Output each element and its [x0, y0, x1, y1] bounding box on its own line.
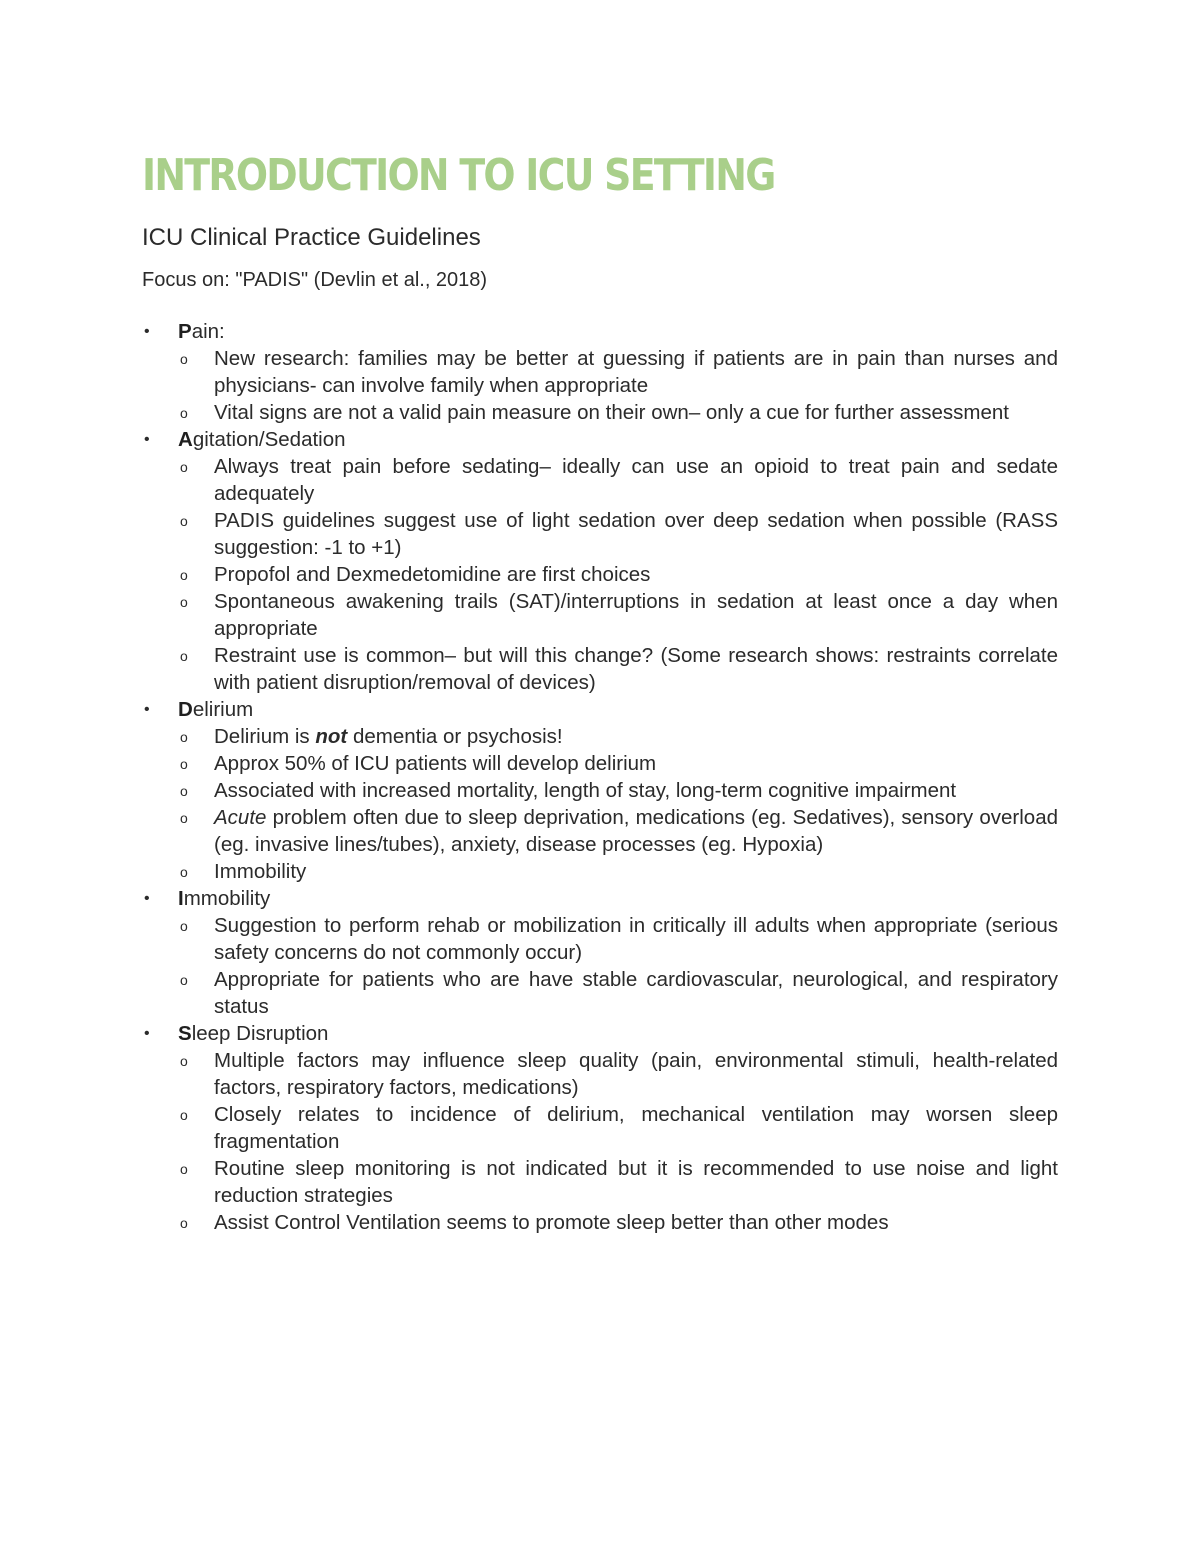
- circle-bullet-icon: o: [180, 1107, 188, 1123]
- point-text: Associated with increased mortality, length of stay, long-term cognitive impairment: [214, 779, 957, 802]
- circle-bullet-icon: o: [180, 810, 188, 826]
- point-text: Assist Control Ventilation seems to promote sleep better than other modes: [214, 1211, 889, 1234]
- document-page: [142, 148, 1058, 1236]
- topic-label: mmobility: [183, 887, 271, 910]
- topic-label: leep Disruption: [191, 1022, 329, 1045]
- topic-initial: P: [178, 320, 192, 343]
- topic-list: [142, 318, 1058, 1236]
- point-item: [178, 1155, 1058, 1209]
- circle-bullet-icon: o: [180, 648, 188, 664]
- point-item: [178, 966, 1058, 1020]
- point-item: [178, 1209, 1058, 1236]
- circle-bullet-icon: o: [180, 405, 188, 421]
- point-text: Closely relates to incidence of delirium, mechanical ventilation may worsen sleep fragmentation: [214, 1103, 1058, 1153]
- circle-bullet-icon: o: [180, 594, 188, 610]
- bullet-icon: •: [144, 323, 150, 340]
- circle-bullet-icon: o: [180, 1053, 188, 1069]
- circle-bullet-icon: o: [180, 513, 188, 529]
- point-item: [178, 1101, 1058, 1155]
- circle-bullet-icon: o: [180, 1215, 188, 1231]
- circle-bullet-icon: o: [180, 972, 188, 988]
- topic-heading: [178, 318, 1058, 345]
- point-item: [178, 642, 1058, 696]
- circle-bullet-icon: o: [180, 459, 188, 475]
- point-list: [178, 1047, 1058, 1236]
- point-text: dementia or psychosis!: [347, 725, 563, 748]
- point-text: New research: families may be better at guessing if patients are in pain than nurses and physicians- can involve family when appropriate: [214, 347, 1058, 397]
- emphasis-text: not: [315, 725, 348, 748]
- bullet-icon: •: [144, 701, 150, 718]
- topic-heading: [178, 1020, 1058, 1047]
- point-text: problem often due to sleep deprivation, medications (eg. Sedatives), sensory overload (eg. invasive lines/tubes), anxiety, disease processes (eg. Hypoxia): [214, 806, 1058, 856]
- topic-label: gitation/Sedation: [192, 428, 346, 451]
- document-title: INTRODUCTION TO ICU SETTING: [142, 150, 775, 201]
- point-item: [178, 588, 1058, 642]
- point-item: [178, 561, 1058, 588]
- document-subtitle: ICU Clinical Practice Guidelines: [142, 224, 481, 251]
- point-item: [178, 723, 1058, 750]
- topic-item: [142, 426, 1058, 696]
- topic-initial: A: [178, 428, 193, 451]
- point-item: [178, 453, 1058, 507]
- point-item: [178, 399, 1058, 426]
- emphasis-text: Acute: [214, 806, 267, 829]
- circle-bullet-icon: o: [180, 756, 188, 772]
- point-text: Vital signs are not a valid pain measure on their own– only a cue for further assessment: [214, 401, 1009, 424]
- point-text: Routine sleep monitoring is not indicated but it is recommended to use noise and light reduction strategies: [214, 1157, 1058, 1207]
- point-item: [178, 345, 1058, 399]
- point-text: PADIS guidelines suggest use of light sedation over deep sedation when possible (RASS suggestion: -1 to +1): [214, 509, 1058, 559]
- point-text: Always treat pain before sedating– ideally can use an opioid to treat pain and sedate adequately: [214, 455, 1058, 505]
- bullet-icon: •: [144, 431, 150, 448]
- point-text: Multiple factors may influence sleep quality (pain, environmental stimuli, health-related factors, respiratory factors, medications): [214, 1049, 1058, 1099]
- point-item: [178, 858, 1058, 885]
- topic-label: ain:: [191, 320, 225, 343]
- point-text: Propofol and Dexmedetomidine are first choices: [214, 563, 651, 586]
- topic-item: [142, 318, 1058, 426]
- topic-item: [142, 885, 1058, 1020]
- point-text: Spontaneous awakening trails (SAT)/interruptions in sedation at least once a day when appropriate: [214, 590, 1058, 640]
- point-item: [178, 1047, 1058, 1101]
- circle-bullet-icon: o: [180, 351, 188, 367]
- point-text: Suggestion to perform rehab or mobilization in critically ill adults when appropriate (serious safety concerns do not commonly occur): [214, 914, 1058, 964]
- circle-bullet-icon: o: [180, 918, 188, 934]
- circle-bullet-icon: o: [180, 729, 188, 745]
- point-list: [178, 453, 1058, 696]
- point-text: Appropriate for patients who are have stable cardiovascular, neurological, and respiratory status: [214, 968, 1058, 1018]
- point-text: Delirium is: [214, 725, 316, 748]
- topic-heading: [178, 696, 1058, 723]
- topic-heading: [178, 885, 1058, 912]
- point-item: [178, 507, 1058, 561]
- topic-initial: D: [178, 698, 193, 721]
- topic-initial: S: [178, 1022, 192, 1045]
- point-list: [178, 723, 1058, 885]
- focus-line: Focus on: "PADIS" (Devlin et al., 2018): [142, 269, 488, 291]
- topic-item: [142, 696, 1058, 885]
- point-text: Approx 50% of ICU patients will develop delirium: [214, 752, 657, 775]
- circle-bullet-icon: o: [180, 864, 188, 880]
- point-item: [178, 912, 1058, 966]
- point-list: [178, 912, 1058, 1020]
- circle-bullet-icon: o: [180, 1161, 188, 1177]
- topic-heading: [178, 426, 1058, 453]
- topic-label: elirium: [192, 698, 254, 721]
- bullet-icon: •: [144, 1025, 150, 1042]
- topic-item: [142, 1020, 1058, 1236]
- topic-initial: I: [178, 887, 184, 910]
- point-item: [178, 750, 1058, 777]
- point-text: Immobility: [214, 860, 307, 883]
- point-list: [178, 345, 1058, 426]
- point-text: Restraint use is common– but will this change? (Some research shows: restraints correlate with patient disruption/removal of devices): [214, 644, 1058, 694]
- point-item: [178, 777, 1058, 804]
- circle-bullet-icon: o: [180, 567, 188, 583]
- point-item: [178, 804, 1058, 858]
- bullet-icon: •: [144, 890, 150, 907]
- circle-bullet-icon: o: [180, 783, 188, 799]
